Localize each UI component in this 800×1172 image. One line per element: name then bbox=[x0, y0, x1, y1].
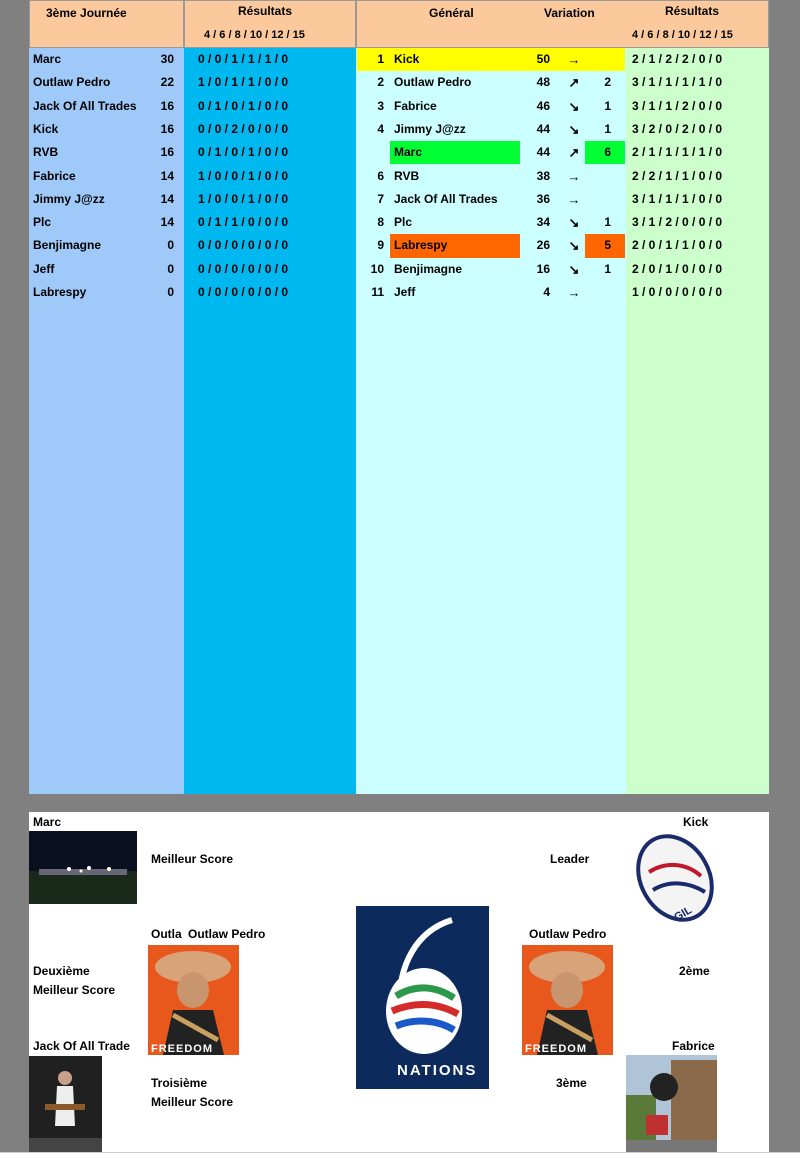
bottom-grid-strip bbox=[0, 1152, 800, 1172]
outlaw-poster-image-right bbox=[522, 945, 613, 1055]
general-player-score: 50 bbox=[536, 52, 550, 66]
variation-value: 6 bbox=[604, 145, 611, 160]
general-row bbox=[0, 118, 800, 141]
stadium-night-image bbox=[29, 831, 137, 904]
journee-player-name: Fabrice bbox=[33, 168, 76, 183]
general-player-results: 3 / 1 / 1 / 1 / 0 / 0 bbox=[632, 191, 723, 206]
general-player-name: Marc bbox=[394, 145, 423, 160]
journee-player-score: 22 bbox=[160, 75, 174, 90]
general-row bbox=[0, 188, 800, 211]
street-photo-image bbox=[626, 1055, 717, 1152]
general-player-results: 3 / 1 / 2 / 0 / 0 / 0 bbox=[632, 215, 723, 230]
outlaw-poster-image bbox=[148, 945, 239, 1055]
general-player-results: 3 / 1 / 1 / 1 / 1 / 0 bbox=[632, 75, 723, 90]
general-player-score: 4 bbox=[543, 285, 550, 299]
journee-player-name: Labrespy bbox=[33, 285, 87, 299]
general-player-score: 38 bbox=[536, 168, 550, 183]
second-best-label-2: Meilleur Score bbox=[33, 983, 116, 997]
journee-player-results: 0 / 1 / 1 / 0 / 0 / 0 bbox=[198, 215, 289, 230]
journee-player-name: Jeff bbox=[33, 261, 55, 276]
general-row bbox=[0, 258, 800, 281]
general-rank bbox=[362, 141, 384, 164]
journee-player-score: 14 bbox=[160, 191, 174, 206]
variation-value: 2 bbox=[604, 75, 611, 90]
rugby-ball-text: GIL bbox=[672, 904, 695, 924]
variation-arrow-icon: → bbox=[567, 52, 581, 67]
journee-player-results: 0 / 1 / 0 / 1 / 0 / 0 bbox=[198, 145, 289, 160]
variation-arrow-icon: ↘ bbox=[568, 121, 580, 137]
header-general: Général bbox=[429, 6, 474, 20]
general-player-results: 3 / 2 / 0 / 2 / 0 / 0 bbox=[632, 121, 723, 136]
variation-value: 5 bbox=[604, 238, 611, 253]
journee-player-score: 16 bbox=[160, 98, 174, 113]
journee-player-score: 16 bbox=[160, 121, 174, 136]
general-row bbox=[0, 211, 800, 234]
six-nations-logo-text: NATIONS bbox=[397, 1062, 478, 1079]
journee-player-name: Jack Of All Trades bbox=[33, 98, 137, 113]
header-scoring-right: 4 / 6 / 8 / 10 / 12 / 15 bbox=[632, 29, 733, 41]
general-player-score: 36 bbox=[536, 191, 550, 206]
general-player-name: Kick bbox=[394, 52, 420, 66]
journee-player-score: 0 bbox=[167, 261, 174, 276]
leader-name: Kick bbox=[683, 815, 709, 829]
general-rank: 9 bbox=[377, 238, 384, 253]
variation-value: 1 bbox=[604, 261, 611, 276]
second-best-label-1: Deuxième bbox=[33, 964, 90, 978]
best-score-label: Meilleur Score bbox=[151, 852, 234, 866]
general-rank: 10 bbox=[370, 261, 384, 276]
general-player-name: Benjimagne bbox=[394, 261, 463, 276]
general-rank: 4 bbox=[377, 121, 384, 136]
third-place-name: Fabrice bbox=[672, 1039, 715, 1053]
variation-value: 1 bbox=[604, 215, 611, 230]
journee-player-score: 0 bbox=[167, 238, 174, 253]
general-player-results: 3 / 1 / 1 / 2 / 0 / 0 bbox=[632, 98, 723, 113]
variation-arrow-icon: → bbox=[567, 191, 581, 207]
journee-player-results: 0 / 1 / 0 / 1 / 0 / 0 bbox=[198, 98, 289, 113]
general-player-score: 16 bbox=[536, 261, 550, 276]
general-player-results: 1 / 0 / 0 / 0 / 0 / 0 bbox=[632, 285, 723, 299]
second-best-name-truncated: Outla bbox=[151, 927, 182, 941]
general-row bbox=[0, 48, 800, 71]
general-player-results: 2 / 0 / 1 / 1 / 0 / 0 bbox=[632, 238, 723, 253]
journee-player-score: 14 bbox=[160, 215, 174, 230]
journee-player-score: 14 bbox=[160, 168, 174, 183]
journee-player-score: 16 bbox=[160, 145, 174, 160]
general-row bbox=[0, 71, 800, 94]
freedom-label-left: FREEDOM bbox=[151, 1043, 213, 1055]
general-player-name: Jeff bbox=[394, 285, 416, 299]
general-player-score: 44 bbox=[536, 145, 550, 160]
header-resultats-right: Résultats bbox=[665, 4, 720, 18]
journee-player-results: 1 / 0 / 1 / 1 / 0 / 0 bbox=[198, 75, 289, 90]
general-player-score: 48 bbox=[536, 75, 550, 90]
journee-player-name: Outlaw Pedro bbox=[33, 75, 111, 90]
general-player-score: 26 bbox=[536, 238, 550, 253]
variation-value bbox=[590, 165, 611, 188]
journee-player-name: Marc bbox=[33, 52, 62, 66]
journee-player-results: 0 / 0 / 2 / 0 / 0 / 0 bbox=[198, 121, 289, 136]
variation-arrow-icon: → bbox=[567, 168, 581, 184]
general-player-results: 2 / 1 / 2 / 2 / 0 / 0 bbox=[632, 52, 723, 66]
third-place-label: 3ème bbox=[556, 1076, 587, 1090]
variation-arrow-icon: ↗ bbox=[568, 75, 580, 91]
general-rank: 7 bbox=[377, 191, 384, 206]
freedom-label-right: FREEDOM bbox=[525, 1043, 587, 1055]
variation-arrow-icon: ↘ bbox=[568, 215, 580, 231]
variation-arrow-icon: ↗ bbox=[568, 145, 580, 161]
general-player-score: 46 bbox=[536, 98, 550, 113]
third-best-label-1: Troisième bbox=[151, 1076, 208, 1090]
header-journee: 3ème Journée bbox=[46, 6, 127, 20]
general-player-score: 44 bbox=[536, 121, 550, 136]
general-row bbox=[0, 95, 800, 118]
leader-label: Leader bbox=[550, 852, 590, 866]
rugby-ball-image bbox=[635, 832, 715, 924]
general-row bbox=[0, 234, 800, 257]
journee-player-score: 0 bbox=[167, 285, 174, 299]
header-resultats-left: Résultats bbox=[238, 4, 293, 18]
journee-player-results: 0 / 0 / 0 / 0 / 0 / 0 bbox=[198, 261, 289, 276]
variation-arrow-icon: ↘ bbox=[568, 261, 580, 277]
second-place-name: Outlaw Pedro bbox=[529, 927, 607, 941]
variation-value: 1 bbox=[604, 121, 611, 136]
general-player-score: 34 bbox=[536, 215, 550, 230]
awards-panel bbox=[29, 812, 769, 1152]
general-row bbox=[0, 141, 800, 164]
variation-arrow-icon: → bbox=[567, 285, 581, 300]
header-variation: Variation bbox=[544, 6, 595, 20]
general-player-name: Jimmy J@zz bbox=[394, 121, 466, 136]
second-best-name: Outlaw Pedro bbox=[188, 927, 266, 941]
journee-player-results: 0 / 0 / 1 / 1 / 1 / 0 bbox=[198, 52, 289, 66]
general-player-results: 2 / 2 / 1 / 1 / 0 / 0 bbox=[632, 168, 723, 183]
general-rank: 11 bbox=[371, 285, 384, 299]
journee-player-name: Benjimagne bbox=[33, 238, 102, 253]
general-rank: 6 bbox=[377, 168, 384, 183]
variation-arrow-icon: ↘ bbox=[568, 98, 580, 114]
journee-player-name: RVB bbox=[33, 145, 59, 160]
variation-arrow-icon: ↘ bbox=[568, 238, 580, 254]
general-row bbox=[0, 165, 800, 188]
journee-player-name: Jimmy J@zz bbox=[33, 191, 105, 206]
journee-player-name: Kick bbox=[33, 121, 59, 136]
variation-value bbox=[590, 281, 611, 304]
journee-player-score: 30 bbox=[160, 52, 174, 66]
journee-player-name: Plc bbox=[33, 215, 52, 230]
third-best-name: Jack Of All Trade bbox=[33, 1039, 130, 1053]
variation-value: 1 bbox=[604, 98, 611, 113]
best-score-name: Marc bbox=[33, 815, 62, 829]
general-player-results: 2 / 1 / 1 / 1 / 1 / 0 bbox=[632, 145, 723, 160]
journee-player-results: 1 / 0 / 0 / 1 / 0 / 0 bbox=[198, 191, 289, 206]
general-player-name: Outlaw Pedro bbox=[394, 75, 472, 90]
general-rank: 2 bbox=[377, 75, 384, 90]
general-player-name: Labrespy bbox=[394, 238, 448, 253]
header-scoring-left: 4 / 6 / 8 / 10 / 12 / 15 bbox=[204, 29, 305, 41]
general-player-results: 2 / 0 / 1 / 0 / 0 / 0 bbox=[632, 261, 723, 276]
general-player-name: Fabrice bbox=[394, 98, 437, 113]
general-player-name: Jack Of All Trades bbox=[394, 191, 498, 206]
variation-value bbox=[590, 188, 611, 211]
journee-player-results: 0 / 0 / 0 / 0 / 0 / 0 bbox=[198, 285, 289, 299]
general-rank: 8 bbox=[377, 215, 384, 230]
general-rank: 1 bbox=[377, 52, 384, 66]
journee-player-results: 0 / 0 / 0 / 0 / 0 / 0 bbox=[198, 238, 289, 253]
general-rank: 3 bbox=[377, 98, 384, 113]
guitarist-image bbox=[29, 1056, 102, 1152]
third-best-label-2: Meilleur Score bbox=[151, 1095, 234, 1109]
general-row bbox=[0, 281, 800, 304]
general-player-name: Plc bbox=[394, 215, 413, 230]
general-player-name: RVB bbox=[394, 168, 420, 183]
variation-value bbox=[590, 48, 611, 71]
journee-player-results: 1 / 0 / 0 / 1 / 0 / 0 bbox=[198, 168, 289, 183]
second-place-label: 2ème bbox=[679, 964, 710, 978]
